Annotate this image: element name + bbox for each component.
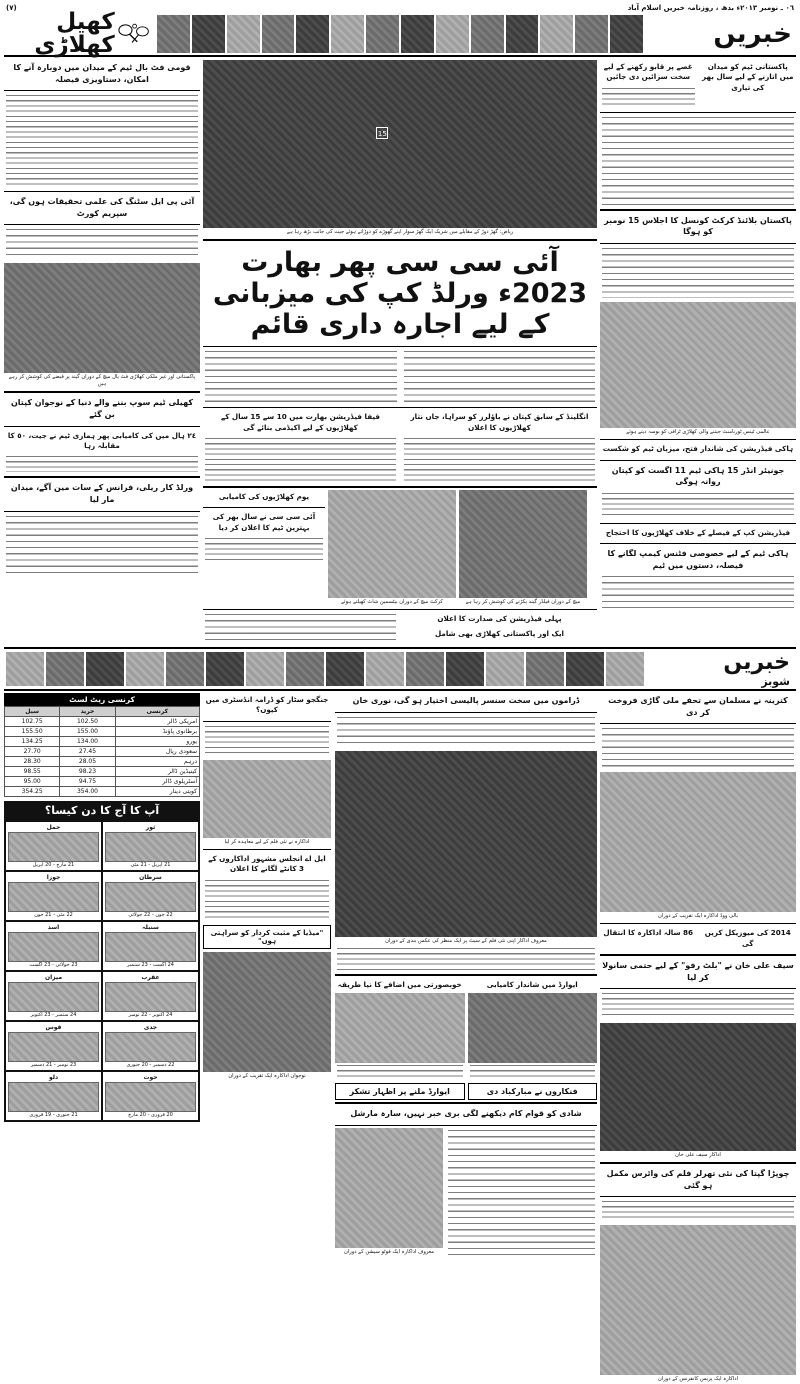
showbiz-mid-left-column xyxy=(203,693,331,1384)
lead-paragraph-2 xyxy=(402,349,598,405)
katrina-photo xyxy=(600,772,796,912)
top-bar xyxy=(4,4,796,13)
col-buy: خرید xyxy=(60,706,115,716)
midleft-body-2 xyxy=(203,878,331,922)
col-sell: سیل xyxy=(5,706,60,716)
player-thumb xyxy=(366,15,399,53)
actress-photo-2 xyxy=(203,952,331,1072)
scoreboard-lines xyxy=(4,454,200,474)
horoscope-sign: عقرب 24 اکتوبر - 22 نومبر xyxy=(103,972,198,1020)
box1-head2: آئی سی سی نے سال بھر کی بہترین ٹیم کا اعلان کر دیا xyxy=(212,512,316,532)
showbiz-right-column xyxy=(600,693,796,1384)
scorpio-scorpion-icon xyxy=(105,982,196,1012)
player-thumb xyxy=(157,15,190,53)
player-thumb xyxy=(262,15,295,53)
section-title-block xyxy=(4,9,154,58)
logo-word: خبریں xyxy=(713,19,792,49)
tennis-trophy-photo xyxy=(600,302,796,428)
cricket-photo-2-caption: میچ کے دوران فیلڈر گیند پکڑنے کی کوشش کر رہا ہے xyxy=(465,599,581,606)
actress-photo-2-caption: نوجوان اداکارہ ایک تقریب کے دوران xyxy=(228,1072,306,1079)
horoscope-sign: حوت 20 فروری - 20 مارچ xyxy=(103,1072,198,1120)
table-row: 95.00 94.75 آسٹریلوی ڈالر xyxy=(5,776,200,786)
currency-table-header-row xyxy=(5,706,200,716)
right-headline-3: پاکستان بلائنڈ کرکٹ کونسل کا اجلاس 15 نومبر کو ہوگا xyxy=(604,215,792,237)
right-headline-6: فیڈریشن کپ کے فیصلے کے خلاف کھلاڑیوں کا احتجاج xyxy=(605,527,791,537)
celebrity-thumb xyxy=(86,652,124,686)
table-row: 27.70 27.45 سعودی ریال xyxy=(5,746,200,756)
player-thumb xyxy=(471,15,504,53)
celebrity-thumb xyxy=(46,652,84,686)
newspaper-logo xyxy=(646,13,796,55)
virgo-maiden-icon xyxy=(105,932,196,962)
left-headline-1: قومی فٹ بال ٹیم کے میدان میں دوبارہ آنے کا امکان، دستاویزی فیصلہ xyxy=(13,63,191,84)
right-headline-1: غصے پر قابو رکھنے کے لیے سخت سزائیں دی جائیں xyxy=(603,62,693,82)
katrina-photo-caption: بالی ووڈ اداکارہ ایک تقریب کے دوران xyxy=(657,913,738,920)
football-photo-caption: پاکستانی اور غیر ملکی کھلاڑی فٹ بال میچ کے دوران گیند پر قبضے کی کوشش کر رہے ہیں xyxy=(8,374,196,388)
horoscope-sign: جدی 22 دسمبر - 20 جنوری xyxy=(103,1022,198,1070)
actress-photo-1-caption: اداکارہ نے نئی فلم کے لیے معاہدہ کر لیا xyxy=(224,838,310,845)
right-body-3 xyxy=(600,491,796,521)
horse-race-photo xyxy=(203,60,597,228)
actress-photo-6 xyxy=(600,1225,796,1375)
cricket-batsman-photo xyxy=(328,490,456,598)
mid-sub-right-body xyxy=(468,1063,598,1081)
horoscope-sign: جوزا 22 مئی - 21 جون xyxy=(6,872,101,920)
left-body-2 xyxy=(4,227,200,261)
actress-photo-6-caption: اداکارہ ایک پریس کانفرنس کے دوران xyxy=(657,1376,739,1383)
right-body-4 xyxy=(600,574,796,614)
showbiz-section-title: شوبز xyxy=(761,674,790,688)
libra-scales-icon xyxy=(8,982,99,1012)
right-headline-4: ہاکی فیڈریشن کی شاندار فتح، میزبان ٹیم کو شکست xyxy=(602,444,794,454)
celebrity-thumb xyxy=(286,652,324,686)
showbiz-right-headline-2: سیف علی خان نے "بلٹ رفو" کے لیے حتمی سانولا کر لیا xyxy=(602,961,794,982)
left-headline-3: کھیلی ٹیم سوپ بننے والے دنیا کے نوجوان کپتان بن گئے xyxy=(10,398,194,419)
celebrity-thumb xyxy=(126,652,164,686)
showbiz-logo-word: خبریں xyxy=(723,649,790,675)
showbiz-side-head-1: 86 سالہ اداکارہ کا انتقال xyxy=(603,928,694,938)
tennis-photo-caption: عالمی ٹینس ٹورنامنٹ جیتنے والی کھلاڑی ٹرافی کو بوسہ دیتے ہوئے xyxy=(626,429,770,436)
celebrity-thumb xyxy=(326,652,364,686)
mid-sub-left-body xyxy=(335,1063,465,1081)
lead-paragraph-1 xyxy=(203,349,399,405)
horoscope-sign: دلو 21 جنوری - 19 فروری xyxy=(6,1072,101,1120)
sports-left-column xyxy=(4,60,200,643)
player-thumb xyxy=(227,15,260,53)
table-row: 134.25 134.00 یورو xyxy=(5,736,200,746)
celebrity-thumb xyxy=(566,652,604,686)
table-row: 98.55 98.23 کینیڈین ڈالر xyxy=(5,766,200,776)
showbiz-right-headline-3: چوپڑا گپتا کی نئی تھرلر فلم کی وائرس مکمل ہو گئی xyxy=(606,1169,790,1190)
right-body-2 xyxy=(600,246,796,300)
page-number: (٧) xyxy=(6,4,17,12)
mid-bottom-body xyxy=(446,1128,597,1258)
actress-photo-4 xyxy=(468,993,598,1063)
player-thumb xyxy=(436,15,469,53)
left-headline-4: ورلڈ کار ریلی، فرانس کے سات مین آگے، میدان مار لیا xyxy=(10,483,194,505)
showbiz-center-column xyxy=(203,693,597,1384)
player-thumb xyxy=(296,15,329,53)
masthead xyxy=(4,9,796,58)
showbiz-left-column xyxy=(4,693,200,1384)
left-headline-2: آئی پی ایل سٹنگ کی علمی تحقیقات ہوں گی، سپریم کورٹ xyxy=(9,197,195,218)
mini-body-box: فنکاروں نے مبارکباد دی xyxy=(468,1083,598,1100)
player-thumb xyxy=(331,15,364,53)
capricorn-goat-icon xyxy=(105,1032,196,1062)
mid-body-2 xyxy=(335,946,597,972)
box2-head2: ایک اور پاکستانی کھلاڑی بھی شامل xyxy=(434,629,565,639)
celebrity-thumb xyxy=(166,652,204,686)
showbiz-right-body-2 xyxy=(600,991,796,1021)
midleft-headline-2: ایل اے انجلس مشہور اداکاروں کے 3 کانٹے لگانے کا اعلان xyxy=(208,853,326,874)
showbiz-logo xyxy=(646,650,796,688)
box2-head: پہلی فیڈریشن کی صدارت کا اعلان xyxy=(437,614,562,624)
mid-body-1 xyxy=(335,715,597,749)
horoscope-sign: سنبلہ 24 اگست - 23 ستمبر xyxy=(103,922,198,970)
player-thumb xyxy=(575,15,608,53)
box1-body xyxy=(203,536,325,566)
cricket-fielder-photo xyxy=(459,490,587,598)
scoreboard-title: ٢٤ ہال میں کی کامیابی پھر ہماری ٹیم نے جیت، ٥٠ کا مقابلہ رہا xyxy=(7,430,197,451)
horoscope-sign: قوس 23 نومبر - 21 دسمبر xyxy=(6,1022,101,1070)
currency-table-title: کرنسی ریٹ لسٹ xyxy=(4,693,200,706)
player-thumb xyxy=(610,15,643,53)
table-row: 155.50 155.00 برطانوی پاؤنڈ xyxy=(5,726,200,736)
player-thumb xyxy=(540,15,573,53)
quote-box: "میڈیا کے مثبت کردار کو سراہتی ہوں" xyxy=(203,925,331,949)
right-headline-7: ہاکی ٹیم کے لیے خصوصی فٹنس کیمپ لگانے کا فیصلہ، دستوں میں ٹیم xyxy=(607,549,789,570)
cancer-crab-icon xyxy=(105,882,196,912)
center-sub-body-left xyxy=(203,436,398,484)
player-thumb xyxy=(192,15,225,53)
actress-photo-3 xyxy=(335,993,465,1063)
player-thumbnail-strip xyxy=(154,13,646,55)
main-headline: آئی سی سی پھر بھارت 2023ء ورلڈ کپ کی میزبانی کے لیے اجارہ داری قائم xyxy=(212,247,588,341)
taurus-bull-icon xyxy=(105,832,196,862)
horoscope-sign: ثور 21 اپریل - 21 مئی xyxy=(103,822,198,870)
gemini-twins-icon xyxy=(8,882,99,912)
showbiz-section xyxy=(4,693,796,1384)
center-subhead-left: فیفا فیڈریشن بھارت میں 10 سے 15 سال کے کھلاڑیوں کے لیے اکیڈمی بنائے گی xyxy=(220,412,381,432)
showbiz-right-body-3 xyxy=(600,1199,796,1223)
center-subhead-right: انگلینڈ کے سابق کپتان نے باؤلرز کو سراہا، جاں نثار کھلاڑیوں کا اعلان xyxy=(410,412,589,432)
horoscope-title: آپ کا آج کا دن کیسا؟ xyxy=(4,801,200,820)
showbiz-right-headline-1: کترینہ نے مسلمان سے تحفے ملی گاڑی فروخت کر دی xyxy=(608,695,788,717)
showbiz-right-body-1 xyxy=(600,726,796,770)
celebrity-thumbnail-strip xyxy=(4,650,646,688)
midleft-body-1 xyxy=(203,724,331,758)
left-body-1 xyxy=(4,93,200,189)
center-box-1 xyxy=(203,490,325,607)
showbiz-mid-column xyxy=(335,693,597,1384)
player-thumb xyxy=(506,15,539,53)
left-body-4 xyxy=(4,514,200,576)
aries-ram-icon xyxy=(8,832,99,862)
mid-bottom-head: شادی کو قوام کام دیکھنے لگی بری خبر نہیں، سارہ مارشل xyxy=(350,1108,582,1118)
horoscope-grid xyxy=(4,820,200,1122)
mid-sub-right-head: ایوارڈ میں شاندار کامیابی xyxy=(486,979,578,989)
celebrity-thumb xyxy=(606,652,644,686)
edition-date: ٠٦ ـ نومبر ٢٠١٣ء بدھ ، روزنامہ خبریں اسلام آباد xyxy=(627,4,794,12)
horoscope-sign: میزان 24 ستمبر - 23 اکتوبر xyxy=(6,972,101,1020)
sagittarius-archer-icon xyxy=(8,1032,99,1062)
table-row: 28.30 28.05 درہم xyxy=(5,756,200,766)
actor-lead-photo-caption: معروف اداکار اپنی نئی فلم کے سیٹ پر ایک منظر کی عکس بندی کے دوران xyxy=(385,937,547,944)
saif-photo-caption: اداکار سیف علی خان xyxy=(675,1152,721,1159)
tennis-racket-icon xyxy=(115,17,154,51)
player-thumb xyxy=(401,15,434,53)
center-bottom-lines-1 xyxy=(203,612,398,643)
actress-photo-1 xyxy=(203,760,331,838)
right-headline-2: پاکستانی ٹیم کو میدان میں اتارنے کے لیے سال بھر کی تیاری xyxy=(702,62,794,92)
cricket-photo-1-caption: کرکٹ میچ کے دوران بیٹسمین شاٹ کھیلتے ہوئے xyxy=(341,599,443,606)
right-body-1 xyxy=(600,115,796,207)
table-row: 354.25 354.00 کویتی دینار xyxy=(5,786,200,796)
sports-center-column xyxy=(203,60,597,643)
celebrity-thumb xyxy=(246,652,284,686)
celebrity-thumb xyxy=(446,652,484,686)
celebrity-thumb xyxy=(406,652,444,686)
celebrity-thumb xyxy=(486,652,524,686)
section-title: کھیل کھلاڑی xyxy=(34,9,115,58)
col-currency: کرنسی xyxy=(115,706,199,716)
showbiz-banner xyxy=(4,647,796,691)
actress-photo-5 xyxy=(335,1128,443,1248)
horoscope-sign: سرطان 22 جون - 22 جولائی xyxy=(103,872,198,920)
celebrity-thumb xyxy=(366,652,404,686)
leo-lion-icon xyxy=(8,932,99,962)
actress-photo-5-caption: معروف اداکارہ ایک فوٹو سیشن کے دوران xyxy=(343,1248,435,1255)
horoscope-sign: حمل 21 مارچ - 20 اپریل xyxy=(6,822,101,870)
sports-right-column xyxy=(600,60,796,643)
celebrity-thumb xyxy=(526,652,564,686)
actor-lead-photo xyxy=(335,751,597,937)
mini-head-box: ایوارڈ ملنے پر اظہار تشکر xyxy=(335,1083,465,1100)
mid-headline-1: ڈراموں میں سخت سنسر پالیسی اختیار ہو گی، نوری خان xyxy=(352,695,580,705)
jersey-number: 15 xyxy=(376,127,388,139)
table-row: 102.75 102.50 امریکی ڈالر xyxy=(5,716,200,726)
midleft-headline-1: جنگجو سٹار کو ڈرامہ انڈسٹری میں کیوں؟ xyxy=(205,694,329,715)
football-photo xyxy=(4,263,200,373)
showbiz-side-head-2: 2014 کی میوزیکل کریں گی xyxy=(704,928,791,948)
celebrity-thumb xyxy=(6,652,44,686)
box1-head: یوم کھلاڑیوں کی کامیابی xyxy=(218,492,310,502)
celebrity-thumb xyxy=(206,652,244,686)
currency-rates-table xyxy=(4,706,200,797)
mid-sub-left-head: خوبصورتی میں اضافے کا نیا طریقہ xyxy=(337,979,462,989)
saif-ali-khan-photo xyxy=(600,1023,796,1151)
horse-race-caption: ریاض: گھڑ دوڑ کے مقابلے میں شریک ایک گھڑ سوار اپنے گھوڑے کو دوڑاتے ہوئے جیت کی جانب بڑھ رہا ہے xyxy=(286,229,514,235)
aquarius-water-icon xyxy=(8,1082,99,1112)
right-headline-5: جونیئر انڈر 15 ہاکی ٹیم 11 اگست کو کپتان روانہ ہوگی xyxy=(611,465,785,487)
pisces-fish-icon xyxy=(105,1082,196,1112)
horoscope-sign: اسد 23 جولائی - 23 اگست xyxy=(6,922,101,970)
right-body-0 xyxy=(600,86,697,110)
sports-section xyxy=(4,60,796,643)
center-sub-body-right xyxy=(402,436,597,484)
